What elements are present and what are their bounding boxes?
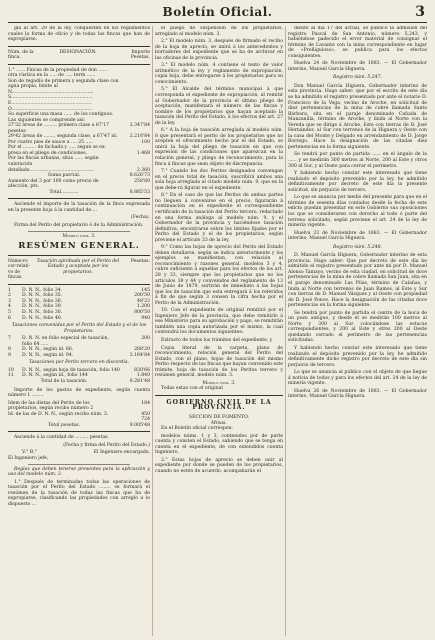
model-number: Modelo núm. 3. bbox=[202, 380, 236, 386]
intro-text: gla al art. 29 de la ley, conquesten en los reglamentos cuales la forma de oficio y de todas las fincas que han de expropiarse. bbox=[8, 26, 150, 43]
row-label: D. N. N., según id. 94. bbox=[22, 352, 74, 358]
summary-title: RESÚMEN GENERAL. bbox=[18, 241, 140, 252]
divider bbox=[8, 46, 150, 47]
publication-title: Boletín Oficial. bbox=[162, 5, 273, 19]
row-value: 9.005'48 bbox=[129, 422, 150, 428]
row-label: Las siguientes se comprende así: bbox=[8, 117, 86, 123]
paragraph: Y habiendo hecho constar este interesado que tiene realizado el depósito prevenido por la ley, he admitido definitivamente dicho registro por decreto de este día sin perjuicio de tercero. bbox=[288, 345, 427, 368]
column-1 bbox=[8, 26, 150, 636]
table-header bbox=[8, 50, 150, 61]
summary-header-right: Pesetas. bbox=[130, 258, 150, 264]
government-section: SECCION DE FOMENTO. bbox=[188, 415, 250, 420]
divider bbox=[28, 231, 130, 232]
row-label: Por cuatro pies de sauce a .... 25 ..... bbox=[8, 139, 93, 145]
row-label: Total............ bbox=[49, 189, 79, 195]
row-value: 184 bbox=[141, 400, 150, 406]
row-value: 1.468 bbox=[136, 150, 150, 156]
row-label: Por las fincas urbanas, sitas ...... según valoración bbox=[8, 156, 99, 168]
paragraph: 10. Con el expediente de original remitirá por el Ingeniero Jefe de la provincia, que debe remitirlo á ese Ministerio para su aprobación y pago, se remitirán también una copia autorizada por el mismo, la cual contendrá los documentos siguientes: bbox=[155, 308, 283, 336]
row-label: E....................................................... bbox=[8, 101, 92, 107]
row-label: Total pesetas. bbox=[47, 422, 81, 428]
paragraph: Copia literal de la carpeta, plano de reconocimiento, relación general del Perito del Estado, con el plano, hojas de tasación del mismo Perito respecto de las fincas que hayan convenido este trámite, hoja de tasación de los Peritos tercero y resúmen general, modelo núm. 3. bbox=[155, 345, 283, 379]
registry-title: Registro núm. 5.247. bbox=[332, 75, 383, 81]
table-row bbox=[8, 123, 150, 134]
row-label: D. N. N., folio 40. bbox=[22, 315, 63, 321]
ascends-text: Asciende á la cantidad de ......... pesetas. bbox=[14, 435, 109, 441]
paragraph: En el Boletín oficial correspon- bbox=[161, 426, 234, 432]
column-2 bbox=[155, 26, 283, 636]
row-label: 1.° ...... Fincas de la propiedad de don ...... bbox=[8, 67, 108, 73]
paragraph: modelos núms. 1 y 3, contenidos por de parte cuenta y consten el Estado, sabiendo que se tenga en cuenta en el expediente, de con extendidos cuenta Ingeniero. bbox=[155, 433, 283, 456]
paragraph: 2.° El modelo núm. 3, después de firmado el recibo de la hoja de aprecio, se unirá á los antecedentes y borradores del expediente que se ha de archivar en las oficinas de la provincia. bbox=[155, 39, 283, 61]
row-number: 6 bbox=[8, 315, 11, 321]
paragraph: 7.° Cuando los dos Peritos designados convengan en el precio total de tasación, suscribirá ambos una sola hoja arreglada al citado modelo núm. 9, que en la que debe-rá figurar en el expediente. bbox=[155, 169, 283, 191]
row-label: D. N. N., según id. 66. bbox=[22, 347, 74, 353]
paragraph: 6.° A la hoja de tasación arreglada al modelo núm. 8 que presentará el perito de los propietarios que no acepten el ofrecimiento hecho por el del Estado, se unirá la hoja del pliego de tasación en que con expresión de las condiciones que aparezcan en la relación general, y pliego de reconocimiento, para la finca á fincas que sean objeto de discrepancia. bbox=[155, 128, 283, 167]
signature-line: Firma del Perito del propietario ó de la Administración. bbox=[14, 222, 144, 228]
paragraph: Se tendrá por punto de partida el centro de la boca de un pozo antiguo, y desde él se medirán 100 metros al Norte y 300 al Sur colocándose las estacas correspondientes, y 200 al Este y otros 200 al Oeste quedando cerrado el perímetro de las pertenencias solicitadas. bbox=[288, 310, 427, 344]
row-value: 258'80 bbox=[134, 178, 150, 184]
paragraph: Don Manuel García Higuera, Gobernador interino de esta provincia. Hago saber: que por el escrito de este día se ha admitido el registro presentado por ante el notario D. Francisco de la Vega, vecino de Aroche, en solicitud de diez pertenencias de la mina de cobre llamada Santa Bárbara, sita en el paraje denominado Cañada de Manzanilla, término de Aroche, y linda al Norte con la Vereda que se dirige á Aroche, Este con tierras de D. José Hernández, al Sur con terrenos de la Higuera y Oeste con la casa del Monte y Delgado en arrendamiento de D. Jorge Borrego. Hace la designación de las citadas diez pertenencias en la forma siguiente. bbox=[288, 83, 427, 150]
newspaper-page bbox=[8, 4, 427, 636]
paragraph: Extracto de todos los trámites del expediente, y bbox=[161, 337, 273, 343]
divider bbox=[155, 395, 283, 396]
paragraph: 9.° Como las hojas de aprecio del Perito del Estado deben detallarse, según se indica anteriormente y los ejemplos se manifiestan, con relación al reconocimiento y razones general, modelos 3 y 4, cubre suficiente á aquellas para los efectos de los art. 28 y 33, siempre que los propietarios que no los artículos 38 y 44 y convenidos del reglamento de 13 de Junio de 1879, surtirán de inmediato á las hojas que los de tasación que esta entregará á los referidos á fin de que según 3 consen la cifra hecha por el Perito de la Administración. bbox=[155, 245, 283, 306]
row-value: 2.164'84 bbox=[129, 352, 150, 358]
row-label: presa en el pliego de condiciones. bbox=[8, 150, 88, 156]
row-value: 450 bbox=[141, 411, 150, 417]
row-value: 8.281'48 bbox=[129, 378, 150, 384]
paragraph: diente al día 17 del actual, se publicó la admisión del registro Pascal de San Antonio, número 5,243, y habiéndose padecido el error material de consignar el término de Lavante con la mina correspondiente en lugar de «Prelliguioso», se publica para los efectos consiguientes. bbox=[288, 26, 427, 59]
summary-rows-agreed bbox=[8, 336, 150, 358]
divider bbox=[8, 284, 150, 285]
row-label: otra rústica en la ..... de ..... term ...... bbox=[8, 73, 96, 79]
row-value: 100 bbox=[141, 139, 150, 145]
row-label: Son de regadío de primera y segunda clase con bbox=[8, 78, 119, 84]
row-label: S........................................................ bbox=[8, 95, 93, 101]
row-value: 288'20 bbox=[134, 347, 150, 353]
government-title: GOBIERNO CIVIL DE LA PROVINCIA. bbox=[166, 398, 272, 412]
row-value: 2.347'84 bbox=[129, 123, 150, 129]
summary-header-center: Tasación aprobada por el Perito del Estado y aceptada por los propietarios. bbox=[36, 258, 120, 275]
row-value: 48'23 bbox=[137, 298, 150, 304]
row-label: agua propia, limite al bbox=[8, 84, 58, 90]
paragraph: 5.° El Alcalde del término municipal á que corresponda el expediente de expropiación, al remitir al Gobernador de la provincia el último pliego de aceptación, manifestará el número de las fincas y nombre de los propietarios que hayan aceptado la tasación del Perito del Estado, á los efectos del art. 27 de la ley. bbox=[155, 87, 283, 126]
row-number: 7 bbox=[8, 336, 11, 342]
table-row bbox=[8, 353, 150, 359]
header-amount: Importe Pesetas. bbox=[130, 49, 150, 61]
divider bbox=[8, 64, 150, 65]
row-label: D. N. N., según id., folio 144 bbox=[22, 373, 88, 379]
divider bbox=[28, 464, 130, 465]
row-value: 800'50 bbox=[134, 309, 150, 315]
model-number: Modelo núm. 3. bbox=[62, 233, 96, 239]
row-label: Por el ......... de fachada y ..... segun se ex- bbox=[8, 145, 107, 151]
date-line: (Fecha). bbox=[131, 215, 150, 221]
column-3 bbox=[288, 26, 427, 636]
divider bbox=[8, 198, 150, 199]
paragraph: D. Manuel García Higuera, Gobernador interino de esta provincia. Hago saber: Que por decreto de este día he admitido el registro presentado por ante mí por D. Manuel Alonso Tamayo, vecino de esta ciudad, en solicitud de doce pertenencias de la mina de cobre llamada San Juan, sita en el paraje denominado Las Pilas, término de Calañas, y linda al Norte con terrenos de Juan Ramos, al Este y Sur con tierras de D. Manuel Vázquez y al Oeste con propiedad de D. José Ponce. Hace la designación de las citadas doce pertenencias en la forma siguiente: bbox=[288, 253, 427, 309]
row-number: 4 bbox=[8, 304, 11, 310]
costs-rows bbox=[8, 401, 150, 418]
rules-title: Reglas que deben tenerse presentes para la aplicación y uso del modelo núm. 3. bbox=[8, 466, 150, 478]
costs-sum: 724 bbox=[141, 417, 150, 423]
paragraph: Huelva 23 de Noviembre de 1883. — El Gobernador interino, Manuel García Higuera. bbox=[288, 230, 427, 242]
summary-rows-accepted bbox=[8, 288, 150, 321]
row-value: 8.885'53 bbox=[129, 189, 150, 195]
agreed-title: Tasaciones convenidas por el Perito del Estado y el de los Propietarios. bbox=[11, 323, 147, 334]
engineer2: El Ingeniero encargado, bbox=[93, 450, 150, 456]
row-label: Suma parcial. bbox=[47, 173, 81, 179]
row-label: Total de la tasación. bbox=[40, 378, 88, 384]
paragraph: Y habiendo hecho constar este interesado que tiene realizado el depósito prevenido por la ley, he admitido definitivamente por decreto de este día la presente solicitud, sin perjuicio de tercero. bbox=[288, 171, 427, 193]
divider bbox=[8, 255, 150, 256]
paragraph: Huelva 26 de Noviembre de 1883. — El Gobernador interino, Manuel García Higuera. bbox=[288, 388, 427, 400]
table-row bbox=[8, 401, 150, 412]
row-value: 145 bbox=[141, 287, 150, 293]
row-value: 1.200 bbox=[136, 304, 150, 310]
row-label: 27'32 áreas de ......... primera clase a 87'17 pesetas bbox=[8, 123, 109, 134]
row-label: D. N. N., folio 34. bbox=[22, 287, 63, 293]
row-value: 2.360 bbox=[136, 167, 150, 173]
table-row bbox=[8, 423, 150, 429]
table-row bbox=[8, 190, 150, 196]
paragraph: 2.° Estas hojas de aprecio se deben unir al expediente por donde se pueden de los propietarios, cuando no estén de acuerdo, acompañarán el bbox=[155, 457, 283, 474]
row-value: 2.218'84 bbox=[129, 134, 150, 140]
summary-header bbox=[8, 259, 150, 281]
table-row bbox=[8, 336, 150, 347]
row-label: Aumento del 3 por 100 como precio de afección, pts. bbox=[8, 178, 99, 190]
valuation-rows bbox=[8, 68, 150, 173]
row-value: 8.626'73 bbox=[129, 173, 150, 179]
costs-intro: Importe de los gastos de expediente, según cuenta número 1 ........ bbox=[8, 387, 150, 399]
row-value: 1.840 bbox=[136, 373, 150, 379]
row-value: 830'66 bbox=[134, 367, 150, 373]
row-number: 9 bbox=[8, 352, 11, 358]
row-number: 5 bbox=[8, 309, 11, 315]
row-label: D. N. N., folio 30. bbox=[22, 309, 63, 315]
third-title: Tasaciones por Perito tercero en discordia. bbox=[28, 360, 130, 366]
table-row bbox=[8, 156, 150, 167]
row-value: 200 bbox=[141, 336, 150, 342]
header-designation: DESIGNACIÓN. bbox=[59, 49, 97, 55]
row-label: D. N. N., folio 39. bbox=[22, 304, 63, 310]
table-row bbox=[8, 379, 150, 385]
table-row bbox=[8, 316, 150, 322]
row-label: detallada ........................................... bbox=[8, 167, 94, 173]
row-label: D. N. N. en folio especial de tasación, folio 64 ..... bbox=[22, 336, 109, 347]
row-number: 2 bbox=[8, 293, 11, 299]
row-number: 3 bbox=[8, 298, 11, 304]
row-label: N........................................................ bbox=[8, 89, 94, 95]
rules-text: 1.° Después de terminadas todas las operaciones de tasación por el Perito del Estado ........ se formará el resúmen de la tasación de todas las fincas que ha de expropiarse, clasificando las propiedades con arreglo a lo dispuesto ... bbox=[8, 479, 150, 507]
table-row bbox=[8, 179, 150, 190]
row-label: D. N. N., según hoja de tasación, folio 140 bbox=[22, 367, 120, 373]
columns bbox=[8, 26, 427, 636]
row-number: 8 bbox=[8, 347, 11, 353]
paragraph: Se tendrá por punto de partida ...... en el ángulo de la ...... y se medirán 300 metros al Norte, 200 al Este y otros 300 al Sur, y al Oeste para cerrar el perímetro. bbox=[288, 152, 427, 169]
approved-mark: V.° B.° bbox=[22, 450, 37, 456]
government-subsection: Minas. bbox=[211, 420, 227, 426]
paragraph: Lo que se anuncia al público con el objeto de que llegue á noticia de todos y para los efectos del art. 24 de la ley de minería vigente. bbox=[288, 370, 427, 387]
amount-text: Asciende el importe de la tasación de la finca expresada en la presente hoja á la cantidad de.... bbox=[8, 202, 150, 213]
paragraph: 8.° En el caso de que las Peritos de ambas partes no lleguen á convenirse en el precio, figurarán á continuación en el expediente el correspondiente certificado de la tasación del Perito tercero, redactado en una forma análoga al modelo núm. 9, y el Gobernador de la provincia y haciéndose tasación definitiva, encontrarse sobre los límites fijados por el Perito del Estado y el de los propietarios, según previene el artículo 33 de la ley. bbox=[155, 193, 283, 243]
row-number: 10 bbox=[8, 367, 14, 373]
row-label: 29'42 áreas de ........ segunda clase, a 67'47 id. bbox=[8, 134, 118, 140]
engineer-chief: El Ingeniero jefe, bbox=[8, 456, 49, 461]
row-value: 940 bbox=[141, 315, 150, 321]
page-header bbox=[8, 4, 427, 23]
paragraph: el pliego de suspensión de los propietarios, arreglado al modelo núm. 3. bbox=[155, 26, 283, 37]
row-value: 200'50 bbox=[134, 293, 150, 299]
row-label: Idem de las dietas del Perito de los propietarios, según recibo número 2 bbox=[8, 400, 94, 412]
paragraph: 3.° El modelo núm. 4 contiene el texto de valor aritmético de la ley y reglamento de expropiación, copia hoja, debe entregarse á los propietarios para su conocimiento. bbox=[155, 63, 283, 85]
summary-header-left: Núme-ro cor-relati-vo de fincas. bbox=[8, 258, 31, 281]
paragraph: Huelva 24 de Noviembre de 1883. — El Gobernador interino, Manuel García Higuera. bbox=[288, 61, 427, 72]
row-label: Id. de las de D. N. N., según recibo núm. 3. bbox=[8, 411, 109, 417]
paragraph: Lo que se anuncia por medio del presente para que en el término de sesenta días contados desde la fecha de este edicto puedan presentar en este Gobierno sus oposiciones los que se consideraren con derecho al todo ó parte del terreno solicitado, según previene el art. 24 de la ley de minería vigente. bbox=[288, 195, 427, 229]
header-finca: Núm. de la finca. bbox=[8, 49, 34, 61]
row-number: 11 bbox=[8, 373, 14, 379]
row-label: O....................................................... bbox=[8, 106, 92, 112]
row-number: 1 bbox=[8, 287, 11, 293]
row-label: Su superficie una masa ...... de los contiguos. bbox=[8, 112, 114, 118]
registry-title: Registro núm. 5.248. bbox=[332, 244, 383, 250]
divider bbox=[8, 431, 150, 432]
summary-rows-third bbox=[8, 368, 150, 379]
paragraph: Todas estas con el original bbox=[161, 386, 223, 392]
page-number: 3 bbox=[415, 4, 425, 20]
dated-signature: (Fecha y firma del Perito del Estado.) bbox=[63, 442, 150, 448]
row-label: D. N. N., folio 36. bbox=[22, 298, 63, 304]
row-label: D. N. N., folio 35. bbox=[22, 293, 63, 299]
